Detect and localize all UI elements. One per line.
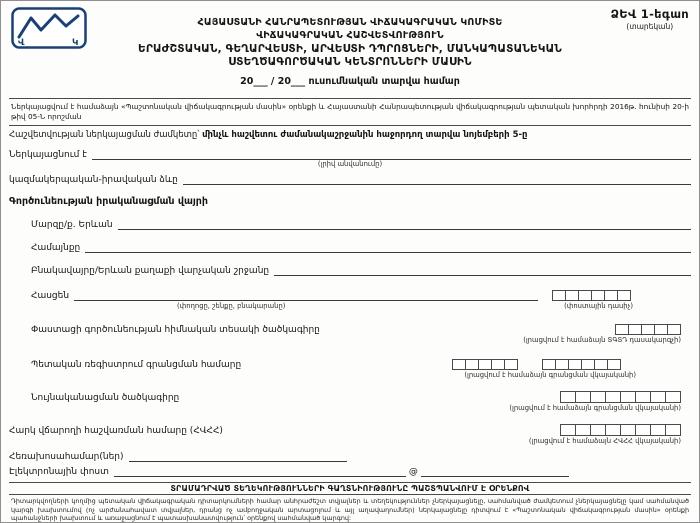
committee-name: ՀԱՅԱՍՏԱՆԻ ՀԱՆՐԱՊԵՏՈՒԹՅԱՆ ՎԻՃԱԿԱԳՐԱԿԱՆ ԿՈՄԻՏԵ	[197, 17, 503, 28]
code-box-cell[interactable]	[665, 424, 681, 436]
community-input-line[interactable]	[85, 241, 691, 253]
footer-liability-note: Դիտարկվողների կողմից պետական վիճակագրական դիտարկումների համար անհրաժեշտ տվյալներ և տեղեկություններ չներկայացնելը, սահմանված ժամկետում չներկայացնելը կամ սահմանված կարգի խախտումով (ոչ արժանահավատ տվյալներ, դրանց ոչ ամբողջական արտացոլում և այլ աղավաղումներ) ներկայացնելը դիտվում է «Պաշտոնական վիճակագրության մասին» օրենքի պահանջների խախտում և առաջացնում է պատասխանատվություն՝ օրենքով սահմանված կարգով:	[11, 497, 689, 523]
code-box-cell[interactable]	[452, 359, 466, 370]
phone-input-line[interactable]	[129, 450, 347, 462]
presenter-label: Ներկայացնում է	[9, 150, 87, 161]
code-box-cell[interactable]	[552, 290, 566, 301]
region-label: Մարզը/ք. Երևան	[31, 220, 113, 231]
code-box-cell[interactable]	[620, 391, 636, 403]
email-label: Էլեկտրոնային փոստ	[9, 467, 109, 478]
code-box-cell[interactable]	[615, 324, 629, 335]
code-box-cell[interactable]	[590, 391, 606, 403]
email-at-sign: @	[408, 467, 418, 478]
legal-form-input-line[interactable]	[183, 173, 691, 185]
submission-deadline	[9, 130, 691, 140]
form-code: ՁԵՎ 1-եգաո	[610, 7, 689, 21]
armstat-logo	[11, 7, 87, 49]
logo-letter-right: Կ	[72, 38, 79, 48]
code-box-cell[interactable]	[581, 359, 595, 370]
code-box-cell[interactable]	[605, 424, 621, 436]
code-box-cell[interactable]	[665, 391, 681, 403]
address-label: Հասցեն	[31, 291, 70, 302]
code-box-cell[interactable]	[635, 391, 651, 403]
code-box-cell[interactable]	[590, 424, 606, 436]
activity-code-boxes[interactable]	[615, 324, 681, 335]
divider	[9, 125, 691, 126]
academic-year-line[interactable]: 20___ / 20___ ուսումնական տարվա համար	[240, 75, 460, 87]
code-box-cell[interactable]	[465, 359, 479, 370]
code-box-cell[interactable]	[635, 424, 651, 436]
postal-code-caption: (փոստային դասիչ)	[564, 302, 633, 311]
tin-boxes[interactable]	[560, 424, 681, 436]
form-periodicity: (տարեկան)	[626, 22, 674, 31]
code-box-cell[interactable]	[542, 359, 556, 370]
identification-code-label: Նույնականացման ծածկագիրը	[31, 392, 180, 403]
settlement-input-line[interactable]	[274, 264, 691, 276]
code-box-cell[interactable]	[650, 391, 666, 403]
register-number-boxes-group1[interactable]	[452, 359, 518, 370]
code-box-cell[interactable]	[641, 324, 655, 335]
identification-code-boxes[interactable]	[560, 391, 681, 403]
code-box-cell[interactable]	[565, 290, 579, 301]
code-box-cell[interactable]	[650, 424, 666, 436]
tin-label: Հարկ վճարողի հաշվառման համարը (ՀՎՀՀ)	[9, 426, 223, 437]
code-box-cell[interactable]	[617, 290, 631, 301]
code-box-cell[interactable]	[654, 324, 668, 335]
form-title-line2: ՍՏԵՂԾԱԳՈՐԾԱԿԱՆ ԿԵՆՏՐՈՆՆԵՐԻ ՄԱՍԻՆ	[228, 56, 472, 69]
community-label: Համայնքը	[31, 243, 81, 254]
code-box-cell[interactable]	[555, 359, 569, 370]
statistics-chart-logo-icon	[11, 7, 87, 49]
location-section-heading: Գործունեության իրականացման վայրի	[9, 196, 208, 208]
form-code-block	[611, 7, 689, 31]
address-input-line[interactable]	[74, 289, 538, 301]
activity-code-caption: (լրացվում է համաձայն ՏԳՏԴ դասակարգչի)	[523, 335, 681, 344]
postal-code-boxes[interactable]	[552, 290, 631, 301]
code-box-cell[interactable]	[560, 424, 576, 436]
code-box-cell[interactable]	[504, 359, 518, 370]
code-box-cell[interactable]	[560, 391, 576, 403]
code-box-cell[interactable]	[604, 290, 618, 301]
code-box-cell[interactable]	[575, 391, 591, 403]
activity-code-label: Փաստացի գործունեության հիմնական տեսակի ծածկագիրը	[31, 324, 320, 335]
code-box-cell[interactable]	[628, 324, 642, 335]
code-box-cell[interactable]	[620, 424, 636, 436]
address-caption: (փողոցը, շենքը, բնակարանը)	[177, 302, 286, 311]
presenter-input-line[interactable]	[92, 148, 691, 160]
divider	[9, 98, 691, 99]
settlement-label: Բնակավայրը/Երևան քաղաքի վարչական շրջանը	[31, 266, 270, 277]
report-type: ՎԻՃԱԿԱԳՐԱԿԱՆ ՀԱՇՎԵՏՎՈՒԹՅՈՒՆ	[256, 29, 444, 41]
logo-letter-left: Վ	[18, 38, 25, 48]
code-box-cell[interactable]	[667, 324, 681, 335]
deadline-emphasis: մինչև հաշվետու ժամանակաշրջանին հաջորդող տարվա նոյեմբերի 5-ը	[202, 130, 528, 141]
code-box-cell[interactable]	[491, 359, 505, 370]
legal-form-label: կազմակերպական-իրավական ձևը	[9, 175, 178, 186]
code-box-cell[interactable]	[605, 391, 621, 403]
code-box-cell[interactable]	[568, 359, 582, 370]
legal-basis-note: Ներկայացվում է համաձայն «Պաշտոնական վիճակագրության մասին» օրենքի և Հայաստանի Հանրապետության վիճակագրության պետական խորհրդի 2016թ. հունիսի 20-ի թիվ 05-Ն որոշման	[11, 102, 689, 122]
register-number-boxes-group2[interactable]	[542, 359, 621, 370]
register-number-label: Պետական ռեգիստրում գրանցման համարը	[31, 359, 242, 370]
code-box-cell[interactable]	[607, 359, 621, 370]
email-local-input-line[interactable]	[114, 465, 406, 477]
presenter-caption: (լրիվ անվանումը)	[317, 160, 383, 169]
register-number-caption: (լրացվում է համաձայն գրանցման վկայականի)	[464, 370, 636, 379]
region-input-line[interactable]	[118, 218, 691, 230]
code-box-cell[interactable]	[591, 290, 605, 301]
form-header	[9, 6, 691, 96]
identification-code-caption: (լրացվում է համաձայն գրանցման վկայականի)	[509, 403, 681, 412]
deadline-prefix: Հաշվետվության ներկայացման ժամկետը՝	[9, 130, 203, 141]
phone-label: Հեռախոսահամար(ներ)	[9, 452, 124, 463]
email-domain-input-line[interactable]	[421, 465, 569, 477]
form-title-line1: ԵՐԱԺՇՏԱԿԱՆ, ԳԵՂԱՐՎԵՍՏԻ, ԱՐՎԵՍՏԻ ԴՊՐՈՑՆԵՐԻ, ՄԱՆԿԱՊԱՏԱՆԵԿԱՆ	[137, 42, 563, 55]
code-box-cell[interactable]	[578, 290, 592, 301]
code-box-cell[interactable]	[594, 359, 608, 370]
code-box-cell[interactable]	[575, 424, 591, 436]
code-box-cell[interactable]	[478, 359, 492, 370]
tin-caption: (լրացվում է համաձայն ՀՎՀՀ վկայականի)	[528, 437, 681, 446]
confidentiality-statement: ՏՐԱՄԱԴՐՎԱԾ ՏԵՂԵԿՈՒԹՅՈՒՆՆԵՐԻ ԳԱՂՏՆԻՈՒԹՅՈՒՆԸ ՊԱՇՏՊԱՆՎՈՒՄ Է ՕՐԵՆՔՈՎ	[9, 482, 691, 495]
